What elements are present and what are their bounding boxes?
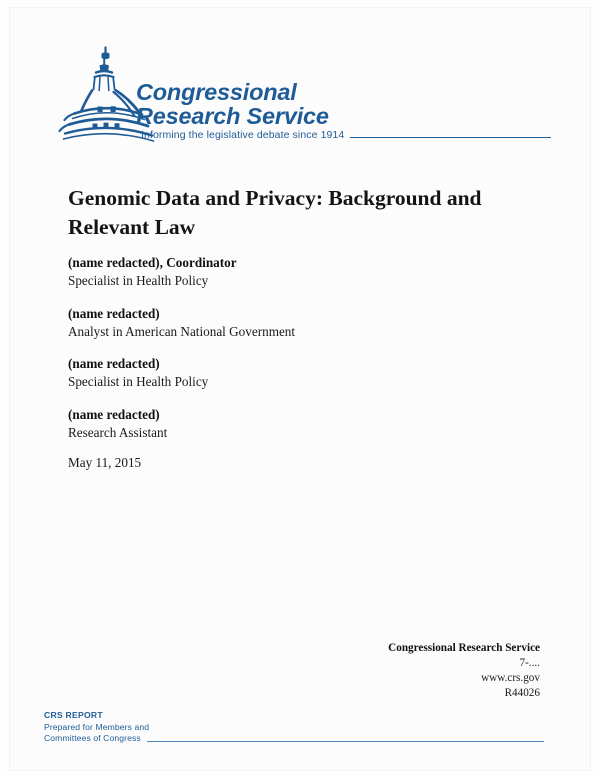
masthead-rule	[350, 137, 551, 138]
publication-date: May 11, 2015	[68, 455, 142, 470]
author-role: Analyst in American National Government	[68, 323, 296, 339]
author-entry	[68, 254, 508, 290]
author-name: (name redacted)	[68, 356, 160, 371]
footer-rule	[147, 741, 544, 742]
footer-report-number: R44026	[504, 687, 540, 699]
masthead-tagline-row	[141, 129, 551, 141]
crs-report-label: CRS REPORT	[44, 710, 103, 720]
author-role: Specialist in Health Policy	[68, 374, 209, 389]
footer-left-block	[44, 710, 554, 745]
author-role: Research Assistant	[68, 424, 168, 440]
author-list	[68, 254, 508, 456]
footer-website[interactable]: www.crs.gov	[481, 672, 540, 684]
author-name: (name redacted)	[68, 305, 160, 321]
masthead-tagline: Informing the legislative debate since 1914	[141, 129, 345, 141]
footer-right-block	[280, 641, 540, 701]
prepared-for-last-row	[44, 733, 544, 745]
crs-masthead	[0, 0, 600, 150]
author-entry	[68, 305, 508, 341]
author-entry	[68, 355, 508, 391]
author-entry	[68, 406, 508, 442]
author-name: (name redacted)	[68, 406, 160, 422]
footer-organization: Congressional Research Service	[388, 642, 540, 654]
wordmark-line-2: Research Service	[136, 103, 329, 129]
crs-wordmark	[136, 80, 556, 128]
author-name: (name redacted), Coordinator	[68, 255, 237, 270]
prepared-for-line-1: Prepared for Members and	[44, 721, 150, 732]
footer-phone: 7-....	[519, 657, 540, 669]
page-title: Genomic Data and Privacy: Background and Relevant Law	[68, 186, 482, 240]
wordmark-line-1: Congressional	[136, 79, 297, 105]
prepared-for-line-2: Committees of Congress	[44, 733, 141, 743]
author-role: Specialist in Health Policy	[68, 273, 209, 288]
